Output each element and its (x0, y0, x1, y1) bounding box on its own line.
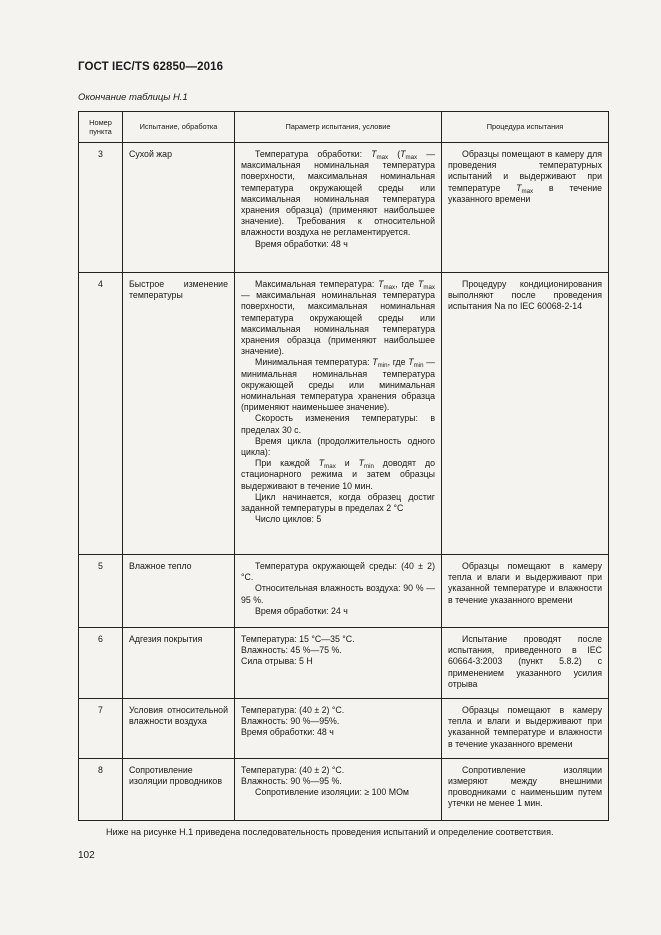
param-line: Скорость изменения температуры: в пределах 30 с. (241, 413, 435, 435)
param-line: Минимальная температура: $T_{min}$, где $T_{min}$ — минимальная номинальная температура окружающей среды или минимальная номинальная температура хранения образца (применяют наименьшее значение). (241, 357, 435, 413)
param-line: Сила отрыва: 5 Н (241, 656, 313, 667)
document-header: ГОСТ IEC/TS 62850—2016 (78, 61, 224, 73)
table-caption: Окончание таблицы Н.1 (78, 92, 188, 103)
row-params (235, 628, 442, 699)
row-number: 4 (79, 273, 123, 555)
param-line: Время обработки: 48 ч (241, 727, 334, 738)
param-line: Влажность: 90 %—95 %. (241, 776, 342, 787)
row-test-name: Условия относительной влажности воздуха (123, 699, 235, 759)
param-line: Сопротивление изоляции: ≥ 100 МОм (255, 787, 409, 798)
param-line: Температура обработки: $T_{max}$ ($T_{max}$ — максимальная номинальная температура поверхности, максимальная номинальная температура окружающей среды или максимальная номинальная температура хранения образца) (применяют наибольшее значение). Требования к относительной влажности воздуха не регламентируется. (241, 149, 436, 238)
param-line: Число циклов: 5 (255, 514, 322, 525)
row-number: 7 (79, 699, 123, 759)
column-header-number: Номер пункта (79, 112, 123, 143)
row-number: 6 (79, 628, 123, 699)
procedure-line: Испытание проводят после испытания, приведенного в IEC 60664-3:2003 (пункт 5.8.2) с применением указанного усилия отрыва (448, 634, 602, 689)
row-number: 3 (79, 143, 123, 273)
procedure-line: Процедуру кондиционирования выполняют после проведения испытания Na по IEC 60068-2-14 (448, 279, 602, 312)
param-line: Влажность: 90 %—95%. (241, 716, 340, 727)
param-line: Время цикла (продолжительность одного цикла): (241, 435, 435, 458)
row-procedure (442, 699, 609, 759)
row-procedure (442, 273, 609, 555)
table-row (79, 555, 609, 628)
row-test-name: Адгезия покрытия (123, 628, 235, 699)
column-header-test: Испытание, обработка (123, 112, 235, 143)
row-procedure (442, 555, 609, 628)
footer-note: Ниже на рисунке Н.1 приведена последовательность проведения испытаний и определение соответствия. (106, 827, 554, 837)
column-header-params: Параметр испытания, условие (235, 112, 442, 143)
table-header-row (79, 112, 609, 143)
procedure-line: Образцы помещают в камеру для проведения температурных испытаний и выдерживают при температуре $T_{max}$ в течение указанного времени (448, 149, 603, 204)
param-line: Температура: 15 °С—35 °С. (241, 634, 355, 644)
param-line: Время обработки: 48 ч (255, 238, 348, 249)
procedure-line: Сопротивление изоляции измеряют между внешними проводниками с наименьшим путем утечки не менее 1 мин. (448, 764, 602, 809)
row-number: 8 (79, 758, 123, 820)
row-procedure (442, 628, 609, 699)
row-test-name: Влажное тепло (123, 555, 235, 628)
procedure-line: Образцы помещают в камеру тепла и влаги и выдерживают при указанной температуре и влажности в течение указанного времени (448, 705, 602, 749)
table-row (79, 758, 609, 820)
param-line: Время обработки: 24 ч (255, 605, 348, 616)
table-row (79, 628, 609, 699)
param-line: Влажность: 45 %—75 %. (241, 645, 342, 656)
param-line: Температура: (40 ± 2) °С. (241, 764, 345, 775)
row-params (235, 555, 442, 628)
table-row (79, 273, 609, 555)
row-test-name: Сопротивление изоляции проводников (123, 758, 235, 820)
row-params (235, 699, 442, 759)
row-number: 5 (79, 555, 123, 628)
row-params (235, 143, 442, 273)
row-params (235, 758, 442, 820)
param-line: Температура окружающей среды: (40 ± 2) °С. (241, 561, 435, 583)
page-number: 102 (78, 850, 95, 861)
row-test-name: Сухой жар (123, 143, 235, 273)
table-row (79, 699, 609, 759)
param-line: Цикл начинается, когда образец достиг заданной температуры в пределах 2 °С (241, 491, 435, 514)
row-procedure (442, 143, 609, 273)
column-header-procedure: Процедура испытания (442, 112, 609, 143)
table-row (79, 143, 609, 273)
row-params (235, 273, 442, 555)
row-test-name: Быстрое изменение температуры (123, 273, 235, 555)
row-procedure (442, 758, 609, 820)
test-table (78, 111, 609, 821)
procedure-line: Образцы помещают в камеру тепла и влаги и выдерживают при указанной температуре и влажности в течение указанного времени (448, 561, 602, 605)
param-line: Температура: (40 ± 2) °С. (241, 705, 345, 716)
param-line: Максимальная температура: $T_{max}$, где $T_{max}$ — максимальная номинальная температура поверхности, максимальная номинальная температура окружающей среды или максимальная номинальная температура хранения образца (применяют наибольшее значение). (241, 279, 435, 357)
param-line: При каждой $T_{max}$ и $T_{min}$ доводят до стационарного режима и затем образцы выдерживают в течение 10 мин. (241, 458, 435, 491)
param-line: Относительная влажность воздуха: 90 % — 95 %. (241, 583, 435, 605)
